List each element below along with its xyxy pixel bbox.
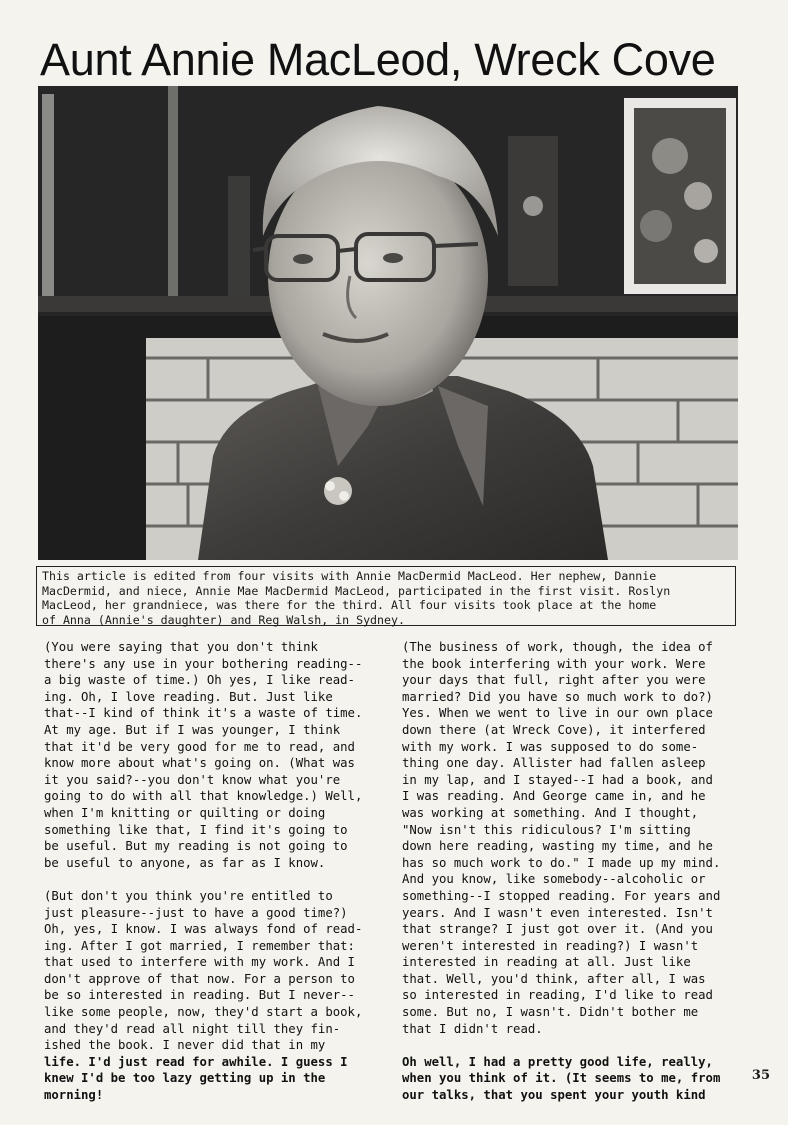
- text-line: Yes. When we went to live in our own place: [402, 706, 713, 721]
- text-line: life. I'd just read for awhile. I guess I: [44, 1054, 348, 1069]
- text-line: there's any use in your bothering reading--: [44, 656, 363, 671]
- left-paragraph-2: [44, 888, 384, 1104]
- text-line: thing one day. Allister had fallen asleep: [402, 756, 706, 771]
- text-line: in my lap, and I stayed--I had a book, and: [402, 772, 713, 787]
- right-column: [402, 639, 742, 1120]
- text-line: And you know, like somebody--alcoholic or: [402, 872, 706, 887]
- text-line: ing. After I got married, I remember that:: [44, 938, 355, 953]
- text-line: married? Did you have so much work to do?): [402, 689, 713, 704]
- text-line: a big waste of time.) Oh yes, I like read-: [44, 673, 355, 688]
- text-line: (But don't you think you're entitled to: [44, 888, 333, 903]
- text-line: was working at something. And I thought,: [402, 805, 699, 820]
- text-line: be so interested in reading. But I never--: [44, 988, 355, 1003]
- text-line: that--I kind of think it's a waste of time.: [44, 706, 363, 721]
- text-line: weren't interested in reading?) I wasn't: [402, 938, 699, 953]
- left-paragraph-1: [44, 639, 384, 871]
- text-line: so interested in reading, I'd like to read: [402, 988, 713, 1003]
- text-line: (The business of work, though, the idea of: [402, 640, 713, 654]
- caption-line: MacDermid, and niece, Annie Mae MacDermid MacLeod, participated in the first visit. Roslyn: [42, 583, 671, 598]
- text-line: that used to interfere with my work. And I: [44, 955, 355, 970]
- text-line: ing. Oh, I love reading. But. Just like: [44, 689, 333, 704]
- text-line: "Now isn't this ridiculous? I'm sitting: [402, 822, 691, 837]
- text-line: be useful to anyone, as far as I know.: [44, 855, 326, 870]
- text-line: years. And I wasn't even interested. Isn't: [402, 905, 713, 920]
- text-line: just pleasure--just to have a good time?): [44, 905, 348, 920]
- text-line: down here reading, wasting my time, and he: [402, 839, 713, 854]
- caption-line: MacLeod, her grandniece, was there for the third. All four visits took place at the home: [42, 598, 657, 612]
- text-line: Oh, yes, I know. I was always fond of read-: [44, 922, 363, 937]
- photo-caption: [36, 566, 736, 626]
- text-line: don't approve of that now. For a person to: [44, 971, 355, 986]
- text-line: that. Well, you'd think, after all, I was: [402, 971, 706, 986]
- text-line: when you think of it. (It seems to me, from: [402, 1071, 721, 1086]
- text-line: the book interfering with your work. Were: [402, 656, 706, 671]
- text-line: when I'm knitting or quilting or doing: [44, 805, 326, 820]
- text-line: ished the book. I never did that in my: [44, 1038, 326, 1053]
- text-line: some. But no, I wasn't. Didn't bother me: [402, 1005, 699, 1020]
- caption-line: of Anna (Annie's daughter) and Reg Walsh, in Sydney.: [42, 612, 405, 627]
- text-line: interested in reading at all. Just like: [402, 955, 691, 970]
- text-line: be useful. But my reading is not going to: [44, 839, 348, 854]
- text-line: that it'd be very good for me to read, and: [44, 739, 355, 754]
- text-line: (You were saying that you don't think: [44, 640, 318, 654]
- text-line: I was reading. And George came in, and he: [402, 789, 706, 804]
- right-paragraph-2: [402, 1054, 742, 1104]
- text-line: your days that full, right after you were: [402, 673, 706, 688]
- text-line: that strange? I just got over it. (And you: [402, 922, 713, 937]
- caption-line: This article is edited from four visits with Annie MacDermid MacLeod. Her nephew, Dannie: [42, 569, 657, 583]
- text-line: morning!: [44, 1088, 104, 1103]
- page-title: Aunt Annie MacLeod, Wreck Cove: [40, 34, 716, 85]
- text-line: knew I'd be too lazy getting up in the: [44, 1071, 326, 1086]
- text-line: know more about what's going on. (What was: [44, 756, 355, 771]
- text-line: going to do with all that knowledge.) Well,: [44, 789, 363, 804]
- text-line: something like that, I find it's going to: [44, 822, 348, 837]
- text-line: like some people, now, they'd start a book,: [44, 1005, 363, 1020]
- text-line: Oh well, I had a pretty good life, really,: [402, 1054, 713, 1069]
- text-line: our talks, that you spent your youth kind: [402, 1088, 706, 1103]
- text-line: it you said?--you don't know what you're: [44, 772, 341, 787]
- text-line: something--I stopped reading. For years and: [402, 888, 721, 903]
- portrait-photo: [38, 86, 738, 560]
- text-line: with my work. I was supposed to do some-: [402, 739, 699, 754]
- page-number: 35: [751, 1068, 770, 1083]
- left-column: [44, 639, 384, 1120]
- right-paragraph-1: [402, 639, 742, 1037]
- text-line: and they'd read all night till they fin-: [44, 1021, 341, 1036]
- text-line: At my age. But if I was younger, I think: [44, 722, 341, 737]
- text-line: that I didn't read.: [402, 1021, 543, 1036]
- text-line: down there (at Wreck Cove), it interfered: [402, 722, 706, 737]
- text-line: has so much work to do." I made up my mind.: [402, 855, 721, 870]
